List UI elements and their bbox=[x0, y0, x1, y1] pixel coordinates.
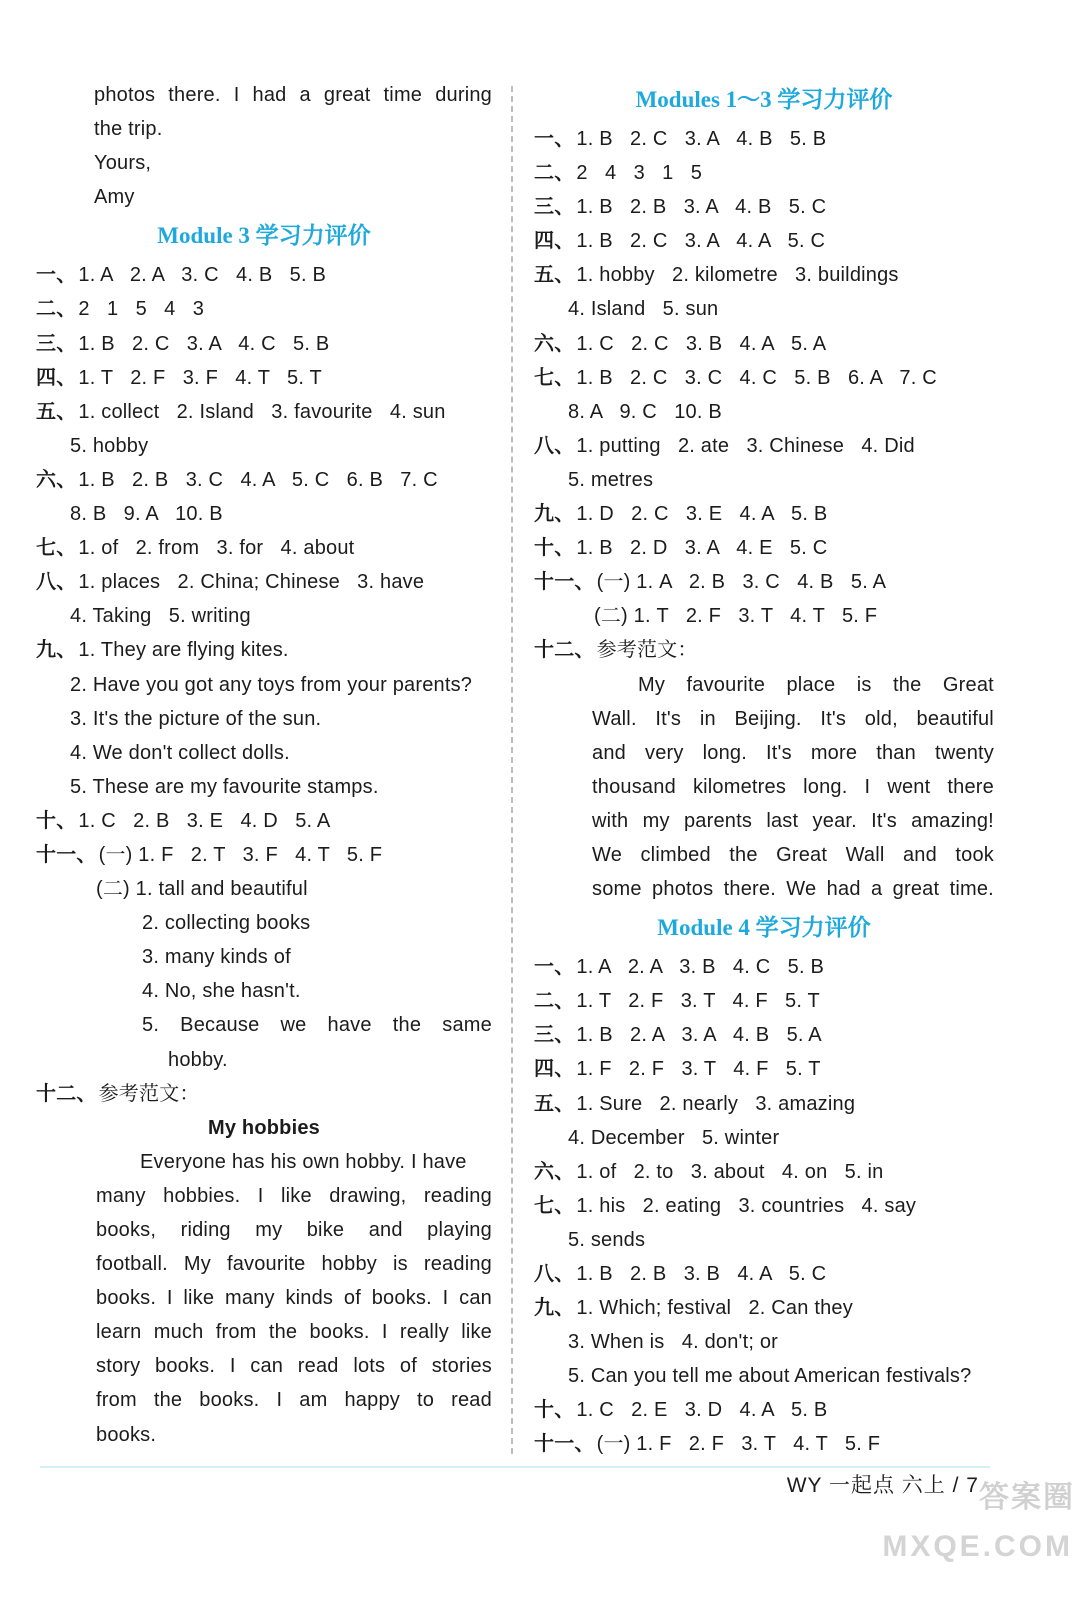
answer-line bbox=[534, 1427, 994, 1461]
answer-line bbox=[36, 112, 492, 146]
answer-line bbox=[36, 1247, 492, 1281]
answer-line bbox=[36, 1077, 492, 1111]
answer-line bbox=[36, 1383, 492, 1417]
question-number: 二、 bbox=[534, 162, 575, 185]
answer-text: (一) 1. F 2. T 3. F 4. T 5. F bbox=[98, 843, 383, 866]
answer-text: some photos there. We had a great time. bbox=[592, 878, 994, 901]
answer-line bbox=[36, 770, 492, 804]
answer-text: 5. Because we have the same bbox=[142, 1014, 492, 1037]
answer-text: 1. B 2. C 3. A 4. A 5. C bbox=[576, 230, 826, 253]
question-number: 七、 bbox=[534, 366, 575, 389]
question-number: 一、 bbox=[534, 128, 575, 150]
question-number: 二、 bbox=[36, 298, 77, 321]
answer-text: 1. C 2. E 3. D 4. A 5. B bbox=[576, 1399, 828, 1422]
answer-text: story books. I can read lots of stories bbox=[96, 1355, 492, 1378]
answer-text: 参考范文： bbox=[98, 1082, 200, 1105]
question-number: 十一、 bbox=[36, 843, 97, 866]
answer-line bbox=[36, 258, 492, 292]
answer-text: 1. C 2. B 3. E 4. D 5. A bbox=[78, 809, 331, 832]
answer-line bbox=[36, 736, 492, 770]
question-number: 九、 bbox=[534, 503, 575, 526]
answer-line bbox=[36, 395, 492, 429]
answer-line bbox=[36, 872, 492, 906]
section-heading: Module 4 学习力评价 bbox=[657, 915, 871, 941]
answer-text: hobby. bbox=[168, 1048, 228, 1071]
answer-text: 1. T 2. F 3. T 4. F 5. T bbox=[576, 990, 820, 1013]
answer-line bbox=[36, 906, 492, 940]
question-number: 二、 bbox=[534, 990, 575, 1013]
answer-text: books. bbox=[96, 1423, 157, 1446]
answer-line bbox=[36, 1008, 492, 1042]
answer-text: 1. B 2. D 3. A 4. E 5. C bbox=[576, 537, 828, 560]
watermark-logo: 答案圈 bbox=[979, 1481, 1075, 1514]
question-number: 五、 bbox=[534, 1092, 575, 1115]
answer-line bbox=[36, 292, 492, 326]
answer-text: Wall. It's in Beijing. It's old, beautiful bbox=[592, 707, 994, 730]
answer-text: 1. B 2. C 3. C 4. C 5. B 6. A 7. C bbox=[576, 366, 937, 389]
answer-line bbox=[36, 1111, 492, 1145]
answer-text: Everyone has his own hobby. I have bbox=[140, 1150, 467, 1173]
footer-rule bbox=[40, 1466, 990, 1468]
answer-line bbox=[36, 633, 492, 667]
answer-line bbox=[534, 1359, 994, 1393]
answer-text: 1. F 2. F 3. T 4. F 5. T bbox=[576, 1058, 821, 1081]
answer-line bbox=[534, 668, 994, 702]
answer-text: 4. December 5. winter bbox=[568, 1126, 780, 1149]
question-number: 十二、 bbox=[534, 639, 595, 662]
answer-text: with my parents last year. It's amazing! bbox=[592, 809, 994, 832]
answer-line bbox=[36, 180, 492, 214]
answer-text: 4. We don't collect dolls. bbox=[70, 741, 290, 764]
answer-line bbox=[36, 429, 492, 463]
question-number: 四、 bbox=[534, 1058, 575, 1081]
answer-text: 2. collecting books bbox=[142, 912, 311, 935]
answer-line bbox=[36, 565, 492, 599]
answer-text: many hobbies. I like drawing, reading bbox=[96, 1184, 492, 1207]
question-number: 八、 bbox=[36, 571, 77, 594]
answer-line bbox=[534, 531, 994, 565]
answer-line bbox=[534, 122, 994, 156]
answer-line bbox=[534, 1189, 994, 1223]
question-number: 十、 bbox=[36, 809, 77, 832]
answer-line bbox=[534, 463, 994, 497]
question-number: 七、 bbox=[36, 537, 77, 560]
answer-line bbox=[36, 327, 492, 361]
answer-text: 1. B 2. B 3. C 4. A 5. C 6. B 7. C bbox=[78, 468, 438, 491]
question-number: 五、 bbox=[36, 400, 77, 423]
answer-line bbox=[36, 668, 492, 702]
answer-line bbox=[534, 736, 994, 770]
answer-text: 2. Have you got any toys from your parents? bbox=[70, 673, 473, 696]
answer-text: 1. B 2. C 3. A 4. C 5. B bbox=[78, 332, 330, 355]
answer-text: 1. of 2. from 3. for 4. about bbox=[78, 537, 355, 560]
answer-text: 5. Can you tell me about American festivals? bbox=[568, 1365, 972, 1388]
answer-text: 3. It's the picture of the sun. bbox=[70, 707, 322, 730]
question-number: 五、 bbox=[534, 264, 575, 287]
answer-line bbox=[36, 804, 492, 838]
answer-line bbox=[534, 804, 994, 838]
question-number: 一、 bbox=[36, 264, 77, 287]
answer-text: photos there. I had a great time during bbox=[94, 84, 492, 106]
answer-line bbox=[36, 146, 492, 180]
answer-text: 1. They are flying kites. bbox=[78, 639, 289, 662]
answer-line bbox=[534, 1393, 994, 1427]
answer-line bbox=[534, 950, 994, 984]
answer-text: books, riding my bike and playing bbox=[96, 1219, 492, 1241]
answer-text: 1. A 2. A 3. C 4. B 5. B bbox=[78, 264, 327, 287]
answer-line bbox=[534, 633, 994, 667]
section-heading: Module 3 学习力评价 bbox=[157, 223, 371, 249]
answer-line bbox=[534, 1018, 994, 1052]
answer-line bbox=[36, 1043, 492, 1077]
page-footer: WY 一起点 六上 / 7 bbox=[786, 1474, 979, 1497]
answer-text: 2 4 3 1 5 bbox=[576, 162, 703, 185]
answer-text: 1. Which; festival 2. Can they bbox=[576, 1297, 853, 1320]
answer-line bbox=[36, 463, 492, 497]
answer-line bbox=[534, 292, 994, 326]
answer-text: Yours, bbox=[94, 152, 152, 175]
answer-text: 8. B 9. A 10. B bbox=[70, 503, 223, 526]
answer-line bbox=[36, 1145, 492, 1179]
answer-text: 4. Island 5. sun bbox=[568, 298, 719, 321]
question-number: 九、 bbox=[36, 639, 77, 662]
question-number: 四、 bbox=[36, 366, 77, 389]
answer-line bbox=[534, 702, 994, 736]
question-number: 十、 bbox=[534, 537, 575, 560]
answer-line bbox=[534, 1052, 994, 1086]
answer-line bbox=[534, 361, 994, 395]
answer-line bbox=[36, 838, 492, 872]
answer-text: 1. Sure 2. nearly 3. amazing bbox=[576, 1092, 856, 1115]
answer-text: 3. many kinds of bbox=[142, 946, 291, 969]
answer-text: We climbed the Great Wall and took bbox=[592, 843, 994, 866]
answer-text: football. My favourite hobby is reading bbox=[96, 1253, 492, 1276]
answer-line bbox=[36, 702, 492, 736]
answer-text: 1. D 2. C 3. E 4. A 5. B bbox=[576, 503, 828, 526]
answer-text: thousand kilometres long. I went there bbox=[592, 775, 994, 798]
answer-line bbox=[36, 1281, 492, 1315]
answer-line bbox=[534, 1257, 994, 1291]
answer-line bbox=[36, 78, 492, 112]
answer-text: 4. No, she hasn't. bbox=[142, 980, 301, 1003]
answer-line bbox=[36, 1213, 492, 1247]
question-number: 一、 bbox=[534, 956, 575, 979]
answer-line bbox=[534, 872, 994, 906]
answer-text: 1. B 2. A 3. A 4. B 5. A bbox=[576, 1024, 822, 1047]
question-number: 三、 bbox=[534, 1024, 575, 1047]
answer-line bbox=[534, 429, 994, 463]
answer-text: 1. C 2. C 3. B 4. A 5. A bbox=[576, 332, 827, 355]
answer-text: the trip. bbox=[94, 118, 163, 141]
question-number: 六、 bbox=[36, 468, 77, 491]
answer-text: 5. These are my favourite stamps. bbox=[70, 775, 379, 798]
answer-line bbox=[36, 531, 492, 565]
answer-text: 5. sends bbox=[568, 1228, 646, 1251]
answer-line bbox=[534, 984, 994, 1018]
answer-line bbox=[36, 974, 492, 1008]
answer-text: 参考范文： bbox=[596, 639, 698, 662]
question-number: 九、 bbox=[534, 1297, 575, 1320]
answer-line bbox=[534, 156, 994, 190]
answer-line bbox=[534, 1291, 994, 1325]
question-number: 六、 bbox=[534, 332, 575, 355]
answer-text: 4. Taking 5. writing bbox=[70, 605, 251, 628]
answer-text: 1. places 2. China; Chinese 3. have bbox=[78, 571, 425, 594]
question-number: 七、 bbox=[534, 1194, 575, 1217]
question-number: 三、 bbox=[534, 196, 575, 219]
left-column bbox=[36, 78, 492, 1452]
answer-text: from the books. I am happy to read bbox=[96, 1389, 492, 1412]
answer-text: 1. B 2. C 3. A 4. B 5. B bbox=[576, 128, 827, 150]
answer-line bbox=[534, 190, 994, 224]
question-number: 四、 bbox=[534, 230, 575, 253]
answer-text: 1. his 2. eating 3. countries 4. say bbox=[576, 1194, 917, 1217]
answer-line bbox=[534, 770, 994, 804]
question-number: 八、 bbox=[534, 1263, 575, 1285]
answer-text: 1. B 2. B 3. B 4. A 5. C bbox=[576, 1263, 827, 1285]
answer-text: (二) 1. T 2. F 3. T 4. T 5. F bbox=[594, 605, 878, 628]
answer-line bbox=[36, 1349, 492, 1383]
answer-line bbox=[534, 497, 994, 531]
question-number: 六、 bbox=[534, 1160, 575, 1183]
answer-line bbox=[36, 940, 492, 974]
answer-line bbox=[36, 599, 492, 633]
answer-line bbox=[36, 1179, 492, 1213]
answer-text: 8. A 9. C 10. B bbox=[568, 400, 722, 423]
answer-text: (一) 1. A 2. B 3. C 4. B 5. A bbox=[596, 571, 887, 594]
answer-text: 1. of 2. to 3. about 4. on 5. in bbox=[576, 1160, 884, 1183]
question-number: 三、 bbox=[36, 332, 77, 355]
watermark-url: MXQE.COM bbox=[882, 1530, 1073, 1563]
answer-text: My hobbies bbox=[207, 1116, 320, 1139]
question-number: 十二、 bbox=[36, 1082, 97, 1105]
answer-text: 1. A 2. A 3. B 4. C 5. B bbox=[576, 956, 825, 979]
answer-text: 1. B 2. B 3. A 4. B 5. C bbox=[576, 196, 827, 219]
question-number: 八、 bbox=[534, 434, 575, 457]
answer-text: 5. metres bbox=[568, 468, 654, 491]
answer-text: books. I like many kinds of books. I can bbox=[96, 1287, 492, 1310]
answer-line bbox=[534, 1155, 994, 1189]
answer-line bbox=[534, 599, 994, 633]
question-number: 十一、 bbox=[534, 1433, 595, 1456]
answer-line bbox=[534, 224, 994, 258]
section-heading: Modules 1～3 学习力评价 bbox=[635, 87, 893, 112]
answer-line bbox=[534, 1325, 994, 1359]
right-column bbox=[534, 78, 994, 1462]
answer-line bbox=[534, 1121, 994, 1155]
answer-text: Amy bbox=[94, 186, 135, 209]
answer-line bbox=[36, 497, 492, 531]
answer-text: 5. hobby bbox=[70, 434, 149, 457]
answer-line bbox=[534, 327, 994, 361]
column-divider bbox=[511, 86, 513, 1454]
answer-text: (一) 1. F 2. F 3. T 4. T 5. F bbox=[596, 1433, 881, 1456]
answer-text: My favourite place is the Great bbox=[638, 673, 994, 696]
answer-line bbox=[36, 1418, 492, 1452]
answer-line bbox=[534, 258, 994, 292]
answer-line bbox=[534, 1087, 994, 1121]
question-number: 十、 bbox=[534, 1399, 575, 1422]
answer-text: 1. collect 2. Island 3. favourite 4. sun bbox=[78, 400, 446, 423]
answer-text: 3. When is 4. don't; or bbox=[568, 1331, 779, 1354]
question-number: 十一、 bbox=[534, 571, 595, 594]
answer-text: 1. putting 2. ate 3. Chinese 4. Did bbox=[576, 434, 915, 457]
answer-line bbox=[534, 1223, 994, 1257]
answer-line bbox=[534, 565, 994, 599]
answer-line bbox=[534, 395, 994, 429]
answer-line bbox=[534, 838, 994, 872]
answer-line bbox=[36, 1315, 492, 1349]
answer-line bbox=[36, 361, 492, 395]
answer-text: 1. hobby 2. kilometre 3. buildings bbox=[576, 264, 899, 287]
answer-text: 2 1 5 4 3 bbox=[78, 298, 205, 321]
answer-text: and very long. It's more than twenty bbox=[592, 741, 994, 764]
answer-text: 1. T 2. F 3. F 4. T 5. T bbox=[78, 366, 322, 389]
answer-text: learn much from the books. I really like bbox=[96, 1321, 492, 1344]
answer-text: (二) 1. tall and beautiful bbox=[96, 878, 308, 901]
